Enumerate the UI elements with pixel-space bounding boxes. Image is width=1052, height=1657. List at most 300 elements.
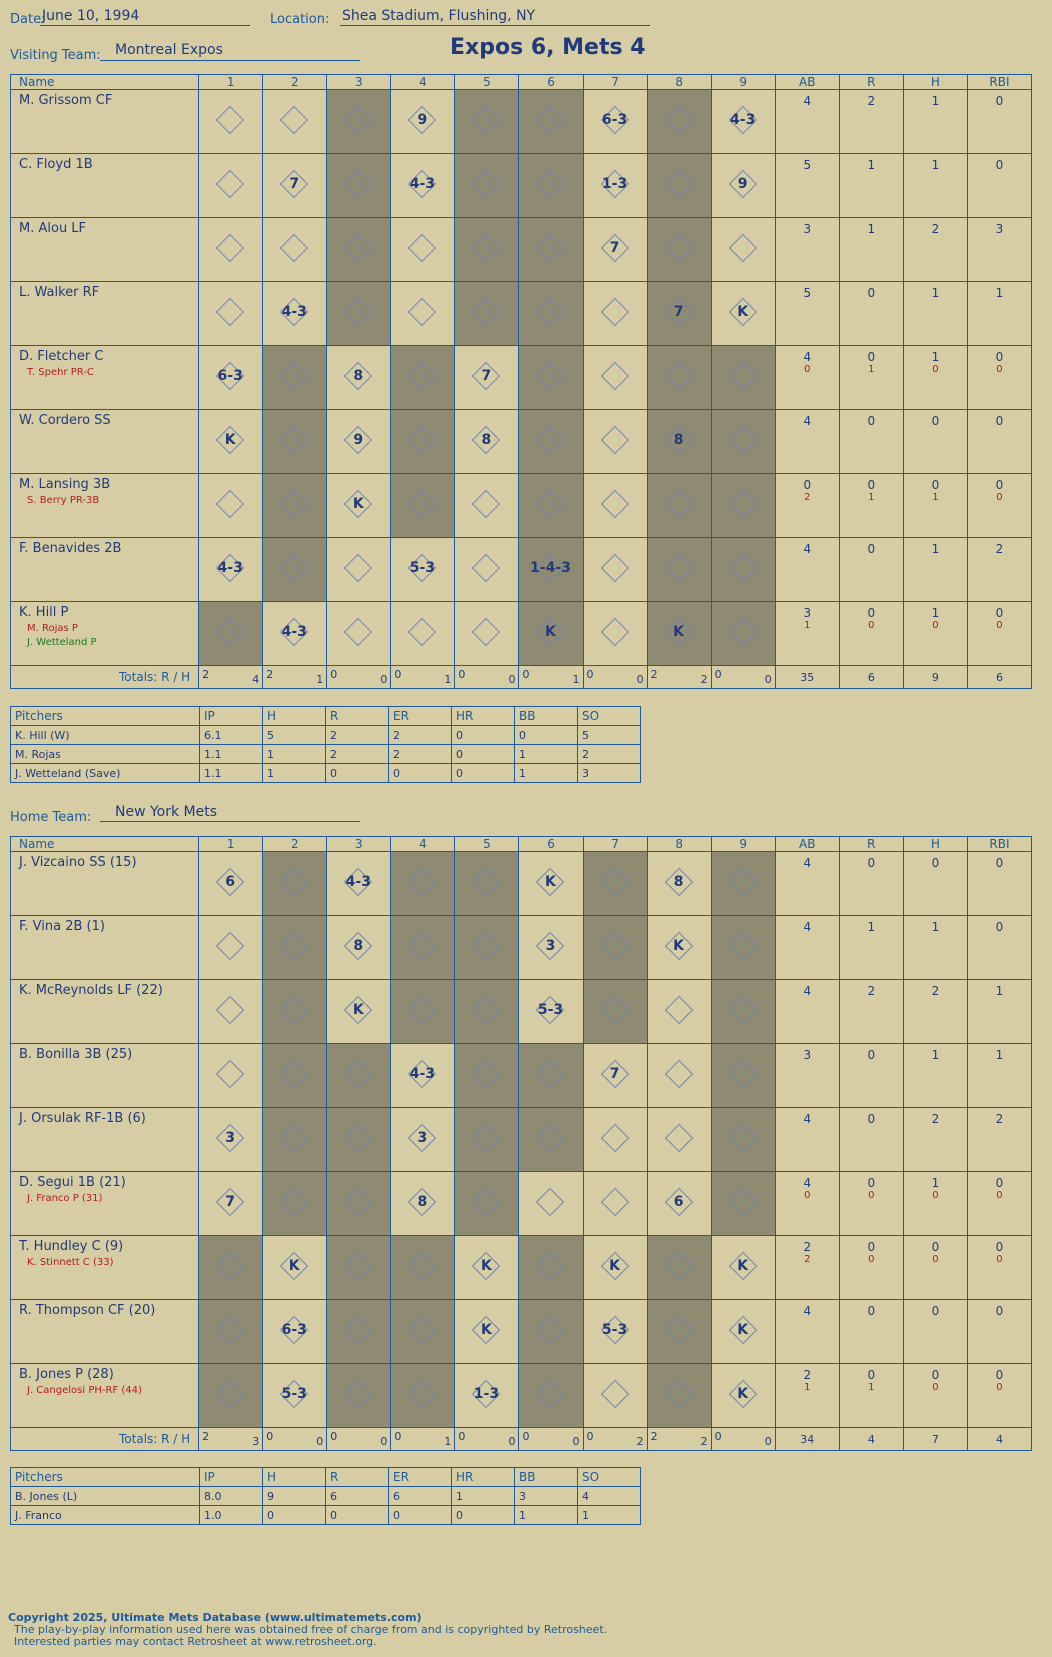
play-result: 7	[481, 368, 492, 384]
base-diamond	[729, 868, 757, 896]
stat-r	[839, 916, 903, 980]
totals-label: Totals: R / H	[11, 1428, 199, 1451]
base-diamond	[344, 1316, 372, 1344]
stat-value: 1	[931, 286, 940, 300]
play-result: 1-4-3	[530, 560, 571, 576]
inning-cell	[647, 1172, 711, 1236]
stat-sub-value: 1	[804, 620, 811, 631]
column-header-inning-1: 1	[199, 75, 263, 90]
pitching-header: H	[263, 1468, 326, 1487]
pitching-header: R	[326, 1468, 389, 1487]
batter-name	[11, 1364, 199, 1428]
inning-cell	[263, 1108, 327, 1172]
inning-cell	[199, 282, 263, 346]
inning-cell	[263, 1300, 327, 1364]
home-team-label: Home Team:	[10, 810, 92, 825]
stat-value: 4	[803, 542, 812, 556]
stat-value: 3	[803, 1048, 812, 1062]
batter-name	[11, 1108, 199, 1172]
play-result: 4-3	[281, 304, 307, 320]
stat-r	[839, 346, 903, 410]
base-diamond	[344, 618, 372, 646]
pitching-header: ER	[389, 707, 452, 726]
stat-sub-value: 1	[932, 492, 939, 503]
inning-cell	[199, 1172, 263, 1236]
footer-line-2: The play-by-play information used here was obtained free of charge from and is copyrighted by Retrosheet.	[14, 1623, 608, 1636]
base-diamond	[280, 362, 308, 390]
inning-cell	[583, 218, 647, 282]
inning-cell	[647, 410, 711, 474]
stat-value: 0	[867, 606, 876, 620]
inning-cell	[583, 410, 647, 474]
stat-ab	[775, 154, 839, 218]
inning-cell	[263, 852, 327, 916]
stat-r	[839, 1108, 903, 1172]
stat-sub-value: 0	[932, 364, 939, 375]
stat-ab	[775, 90, 839, 154]
pitcher-stat: 1	[452, 1487, 515, 1506]
base-diamond	[536, 1380, 564, 1408]
stat-ab	[775, 852, 839, 916]
base-diamond	[600, 868, 628, 896]
play-result: K	[545, 874, 556, 890]
column-header-inning-7: 7	[583, 837, 647, 852]
base-diamond	[408, 1380, 436, 1408]
base-diamond	[216, 106, 244, 134]
inning-cell	[455, 1172, 519, 1236]
stat-sub-value: 2	[804, 492, 811, 503]
pitching-header: SO	[578, 707, 641, 726]
date-label: Date:	[10, 12, 46, 27]
batter-name-text: L. Walker RF	[19, 285, 100, 300]
stat-sub-value: 0	[932, 620, 939, 631]
inning-cell	[391, 916, 455, 980]
base-diamond	[600, 1188, 628, 1216]
pitcher-stat: 4	[578, 1487, 641, 1506]
stat-value: 3	[803, 222, 812, 236]
inning-cell	[199, 1044, 263, 1108]
stat-value: 1	[995, 984, 1004, 998]
inning-runs: 2	[650, 668, 658, 681]
inning-cell	[455, 602, 519, 666]
base-diamond	[536, 298, 564, 326]
base-diamond	[344, 298, 372, 326]
date-value: June 10, 1994	[42, 8, 140, 24]
stat-rbi	[967, 602, 1031, 666]
total-ab: 35	[775, 666, 839, 689]
pitcher-stat: 0	[326, 1506, 389, 1525]
inning-cell	[711, 1300, 775, 1364]
stat-value: 2	[867, 984, 876, 998]
stat-value: 0	[867, 542, 876, 556]
play-result: K	[224, 432, 236, 448]
pitcher-stat: 5	[263, 726, 326, 745]
inning-cell	[455, 980, 519, 1044]
stat-sub-value: 1	[868, 492, 875, 503]
inning-cell	[647, 538, 711, 602]
stat-sub-value: 1	[868, 1382, 875, 1393]
base-diamond	[536, 362, 564, 390]
inning-cell	[583, 852, 647, 916]
base-diamond	[600, 1380, 628, 1408]
inning-cell	[263, 602, 327, 666]
inning-cell	[647, 154, 711, 218]
inning-cell	[391, 410, 455, 474]
column-header-ab: AB	[775, 837, 839, 852]
pitcher-stat: 0	[452, 726, 515, 745]
inning-cell	[263, 282, 327, 346]
base-diamond	[536, 1124, 564, 1152]
substitute-name: J. Cangelosi PH-RF (44)	[27, 1385, 142, 1396]
play-result: 6	[225, 874, 236, 890]
inning-cell	[647, 916, 711, 980]
base-diamond	[600, 618, 628, 646]
stat-value: 0	[995, 350, 1004, 364]
base-diamond	[408, 426, 436, 454]
inning-cell	[391, 154, 455, 218]
stat-ab	[775, 538, 839, 602]
play-result: K	[673, 624, 685, 640]
inning-cell	[199, 1364, 263, 1428]
pitching-header: R	[326, 707, 389, 726]
inning-cell	[263, 346, 327, 410]
inning-cell	[583, 282, 647, 346]
inning-cell	[711, 916, 775, 980]
inning-cell	[391, 346, 455, 410]
inning-cell	[583, 538, 647, 602]
inning-cell	[711, 602, 775, 666]
stat-ab	[775, 916, 839, 980]
stat-rbi	[967, 1172, 1031, 1236]
batter-row	[11, 154, 1032, 218]
stat-h	[903, 1364, 967, 1428]
inning-cell	[647, 90, 711, 154]
base-diamond	[472, 1188, 500, 1216]
stat-value: 1	[931, 542, 940, 556]
stat-h	[903, 346, 967, 410]
base-diamond	[472, 490, 500, 518]
inning-cell	[263, 410, 327, 474]
base-diamond	[536, 234, 564, 262]
stat-value: 3	[803, 606, 812, 620]
stat-h	[903, 1108, 967, 1172]
play-result: K	[737, 1258, 749, 1274]
inning-cell	[327, 1300, 391, 1364]
inning-cell	[391, 852, 455, 916]
stat-h	[903, 218, 967, 282]
stat-r	[839, 1364, 903, 1428]
batter-row	[11, 852, 1032, 916]
inning-cell	[327, 980, 391, 1044]
pitching-header: SO	[578, 1468, 641, 1487]
batter-name	[11, 538, 199, 602]
pitcher-name: J. Wetteland (Save)	[11, 764, 200, 783]
stat-rbi	[967, 474, 1031, 538]
play-result: 4-3	[281, 624, 307, 640]
stat-value: 0	[995, 1368, 1004, 1382]
inning-cell	[455, 1108, 519, 1172]
totals-row	[11, 1428, 1032, 1451]
pitcher-stat: 1	[515, 764, 578, 783]
inning-cell	[711, 1236, 775, 1300]
batter-name-text: K. Hill P	[19, 605, 69, 620]
stat-sub-value: 0	[932, 1190, 939, 1201]
inning-cell	[455, 410, 519, 474]
home-team-value: New York Mets	[115, 804, 218, 820]
base-diamond	[344, 1060, 372, 1088]
inning-cell	[263, 154, 327, 218]
inning-cell	[647, 1044, 711, 1108]
base-diamond	[472, 1060, 500, 1088]
inning-total	[647, 666, 711, 689]
inning-hits: 1	[444, 1435, 452, 1448]
inning-runs: 0	[522, 1430, 530, 1443]
stat-rbi	[967, 282, 1031, 346]
pitching-header: BB	[515, 1468, 578, 1487]
batter-name-text: T. Hundley C (9)	[19, 1239, 124, 1254]
inning-runs: 2	[266, 668, 274, 681]
inning-total	[391, 666, 455, 689]
inning-cell	[455, 154, 519, 218]
inning-cell	[327, 1108, 391, 1172]
play-result: 1-3	[601, 176, 628, 192]
inning-cell	[391, 1108, 455, 1172]
stat-ab	[775, 410, 839, 474]
base-diamond	[216, 1380, 244, 1408]
stat-rbi	[967, 852, 1031, 916]
inning-runs: 2	[650, 1430, 658, 1443]
batter-row	[11, 538, 1032, 602]
stat-sub-value: 0	[868, 620, 875, 631]
stat-value: 0	[995, 606, 1004, 620]
stat-ab	[775, 218, 839, 282]
column-header-inning-4: 4	[391, 837, 455, 852]
inning-cell	[327, 346, 391, 410]
stat-sub-value: 1	[868, 364, 875, 375]
play-result: K	[480, 1258, 492, 1274]
stat-r	[839, 90, 903, 154]
batter-name-text: W. Cordero SS	[19, 413, 111, 428]
stat-value: 0	[867, 1240, 876, 1254]
base-diamond	[664, 1252, 692, 1280]
batter-row	[11, 980, 1032, 1044]
stat-sub-value: 0	[996, 1254, 1003, 1265]
base-diamond	[280, 1060, 308, 1088]
pitcher-stat: 3	[578, 764, 641, 783]
base-diamond	[344, 1188, 372, 1216]
batter-row	[11, 1044, 1032, 1108]
pitcher-row	[11, 726, 641, 745]
inning-cell	[391, 1236, 455, 1300]
stat-value: 2	[803, 1368, 812, 1382]
inning-cell	[583, 1108, 647, 1172]
inning-total	[391, 1428, 455, 1451]
pitching-header-row	[11, 707, 641, 726]
stat-h	[903, 602, 967, 666]
base-diamond	[216, 618, 244, 646]
play-result: 8	[417, 1194, 428, 1210]
batter-name-text: M. Lansing 3B	[19, 477, 111, 492]
base-diamond	[664, 106, 692, 134]
inning-cell	[391, 538, 455, 602]
stat-h	[903, 852, 967, 916]
stat-rbi	[967, 346, 1031, 410]
inning-cell	[519, 410, 583, 474]
stat-value: 2	[803, 1240, 812, 1254]
inning-cell	[519, 852, 583, 916]
batter-name	[11, 474, 199, 538]
inning-cell	[711, 1044, 775, 1108]
column-header-h: H	[903, 837, 967, 852]
inning-hits: 2	[700, 1435, 708, 1448]
stat-value: 0	[867, 856, 876, 870]
inning-runs: 0	[586, 1430, 594, 1443]
batter-row	[11, 218, 1032, 282]
batter-row	[11, 474, 1032, 538]
inning-cell	[199, 346, 263, 410]
inning-runs: 0	[394, 1430, 402, 1443]
pitcher-name: B. Jones (L)	[11, 1487, 200, 1506]
inning-hits: 4	[252, 673, 260, 686]
base-diamond	[408, 618, 436, 646]
stat-value: 1	[931, 1176, 940, 1190]
play-result: 6-3	[217, 368, 243, 384]
stat-rbi	[967, 1236, 1031, 1300]
inning-cell	[711, 1364, 775, 1428]
total-ab: 34	[775, 1428, 839, 1451]
stat-value: 4	[803, 1176, 812, 1190]
pitcher-stat: 1	[515, 745, 578, 764]
inning-cell	[391, 474, 455, 538]
inning-cell	[519, 218, 583, 282]
stat-rbi	[967, 1300, 1031, 1364]
stat-value: 0	[995, 158, 1004, 172]
batter-row	[11, 602, 1032, 666]
base-diamond	[536, 106, 564, 134]
inning-cell	[391, 218, 455, 282]
stat-value: 0	[995, 94, 1004, 108]
column-header-r: R	[839, 75, 903, 90]
pitcher-stat: 5	[578, 726, 641, 745]
base-diamond	[664, 170, 692, 198]
pitcher-row	[11, 1487, 641, 1506]
column-header-name: Name	[11, 837, 199, 852]
stat-h	[903, 154, 967, 218]
inning-cell	[519, 1044, 583, 1108]
base-diamond	[536, 1252, 564, 1280]
base-diamond	[344, 554, 372, 582]
inning-hits: 2	[636, 1435, 644, 1448]
stat-ab	[775, 1044, 839, 1108]
inning-hits: 1	[316, 673, 324, 686]
base-diamond	[729, 362, 757, 390]
inning-cell	[583, 1300, 647, 1364]
play-result: 7	[289, 176, 300, 192]
play-result: 5-3	[601, 1322, 628, 1338]
stat-value: 1	[931, 1048, 940, 1062]
stat-h	[903, 90, 967, 154]
base-diamond	[216, 1252, 244, 1280]
visiting-team-label: Visiting Team:	[10, 48, 101, 63]
base-diamond	[664, 1124, 692, 1152]
pitching-header-row	[11, 1468, 641, 1487]
batter-name-text: F. Benavides 2B	[19, 541, 122, 556]
stat-value: 2	[867, 94, 876, 108]
inning-cell	[263, 980, 327, 1044]
inning-cell	[263, 916, 327, 980]
pitcher-row	[11, 745, 641, 764]
pitcher-stat: 2	[578, 745, 641, 764]
stat-ab	[775, 1172, 839, 1236]
base-diamond	[280, 868, 308, 896]
base-diamond	[600, 362, 628, 390]
play-result: 8	[353, 938, 364, 954]
base-diamond	[344, 1124, 372, 1152]
stat-value: 0	[995, 1304, 1004, 1318]
pitcher-stat: 3	[515, 1487, 578, 1506]
stat-h	[903, 980, 967, 1044]
inning-hits: 0	[572, 1435, 580, 1448]
pitcher-stat: 6	[326, 1487, 389, 1506]
footer-line-1: Copyright 2025, Ultimate Mets Database (www.ultimatemets.com)	[8, 1611, 422, 1624]
pitcher-stat: 1.1	[200, 745, 263, 764]
inning-cell	[519, 916, 583, 980]
batter-name-text: D. Segui 1B (21)	[19, 1175, 126, 1190]
stat-h	[903, 538, 967, 602]
base-diamond	[600, 932, 628, 960]
stat-rbi	[967, 980, 1031, 1044]
base-diamond	[216, 932, 244, 960]
column-header-inning-3: 3	[327, 75, 391, 90]
inning-runs: 0	[394, 668, 402, 681]
batter-name	[11, 282, 199, 346]
pitching-header: IP	[200, 1468, 263, 1487]
stat-value: 0	[867, 1368, 876, 1382]
base-diamond	[280, 426, 308, 454]
play-result: 3	[545, 938, 556, 954]
stat-value: 4	[803, 94, 812, 108]
inning-total	[199, 666, 263, 689]
base-diamond	[664, 234, 692, 262]
inning-cell	[647, 1108, 711, 1172]
inning-cell	[711, 346, 775, 410]
batter-name-text: B. Bonilla 3B (25)	[19, 1047, 133, 1062]
stat-rbi	[967, 916, 1031, 980]
inning-cell	[199, 1300, 263, 1364]
inning-cell	[583, 154, 647, 218]
inning-hits: 0	[508, 673, 516, 686]
base-diamond	[664, 554, 692, 582]
base-diamond	[729, 554, 757, 582]
base-diamond	[216, 1316, 244, 1344]
play-result: 6	[673, 1194, 684, 1210]
stat-ab	[775, 474, 839, 538]
stat-r	[839, 1236, 903, 1300]
play-result: 7	[609, 1066, 620, 1082]
stat-value: 4	[803, 984, 812, 998]
batter-name-text: B. Jones P (28)	[19, 1367, 114, 1382]
base-diamond	[536, 426, 564, 454]
batter-name	[11, 218, 199, 282]
base-diamond	[664, 490, 692, 518]
inning-cell	[327, 474, 391, 538]
column-header-name: Name	[11, 75, 199, 90]
base-diamond	[408, 996, 436, 1024]
base-diamond	[216, 996, 244, 1024]
pitcher-stat: 8.0	[200, 1487, 263, 1506]
inning-cell	[327, 1236, 391, 1300]
inning-cell	[327, 1172, 391, 1236]
